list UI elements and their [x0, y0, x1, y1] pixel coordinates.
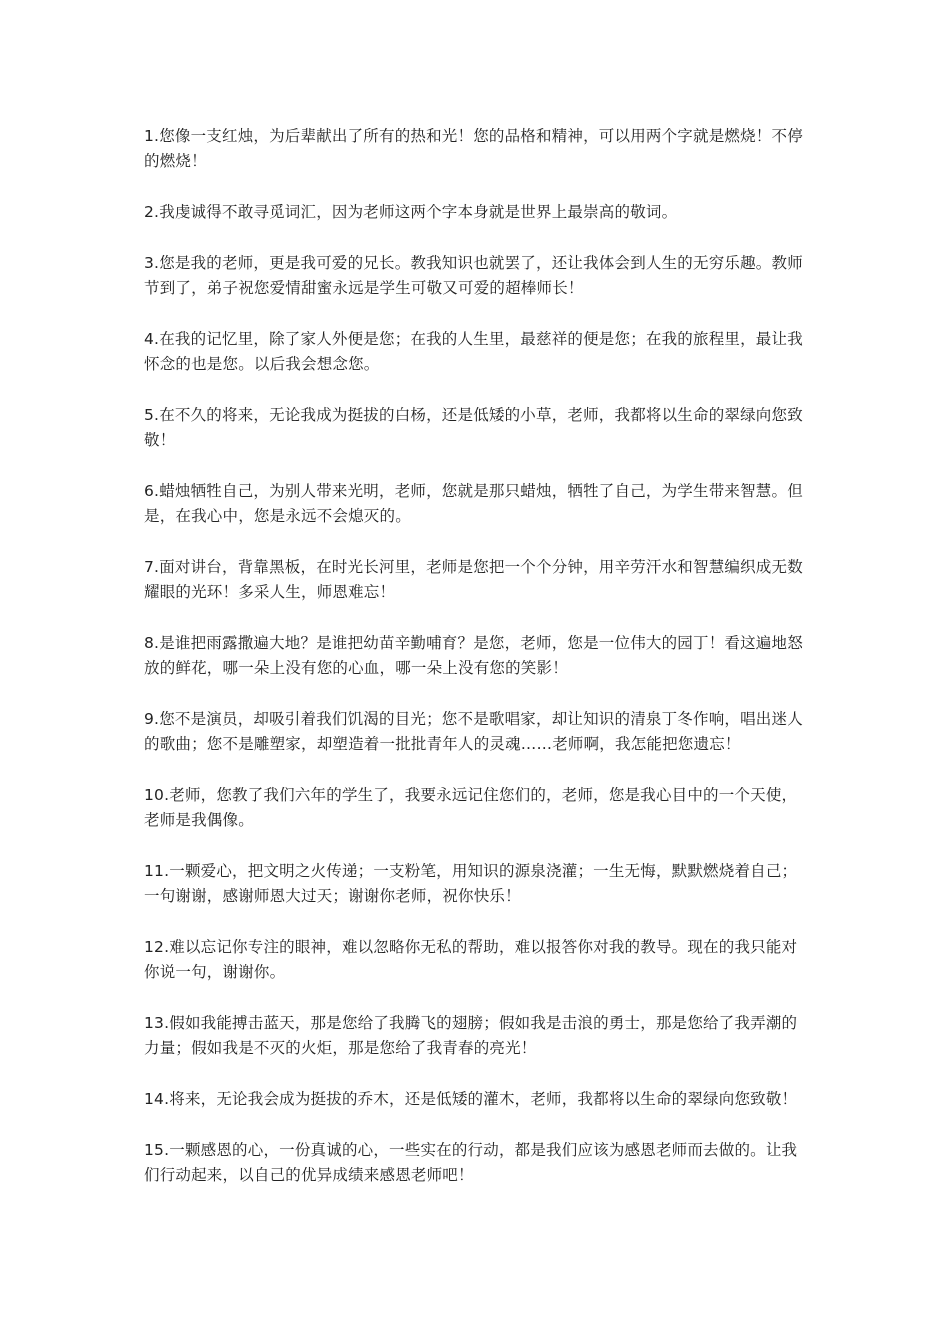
paragraph-2: 2.我虔诚得不敢寻觅词汇，因为老师这两个字本身就是世界上最崇高的敬词。	[144, 203, 678, 221]
paragraph-6: 6.蜡烛牺牲自己，为别人带来光明，老师，您就是那只蜡烛，牺牲了自己，为学生带来智慧。但是，在我心中，您是永远不会熄灭的。	[144, 482, 803, 525]
paragraph-11: 11.一颗爱心，把文明之火传递；一支粉笔，用知识的源泉浇灌；一生无悔，默默燃烧着自己；一句谢谢，感谢师恩大过天；谢谢你老师，祝你快乐！	[144, 862, 798, 905]
paragraph-8: 8.是谁把雨露撒遍大地？是谁把幼苗辛勤哺育？是您，老师，您是一位伟大的园丁！看这遍地怒放的鲜花，哪一朵上没有您的心血，哪一朵上没有您的笑影！	[144, 634, 803, 677]
document-body	[144, 124, 808, 1214]
paragraph-13: 13.假如我能搏击蓝天，那是您给了我腾飞的翅膀；假如我是击浪的勇士，那是您给了我弄潮的力量；假如我是不灭的火炬，那是您给了我青春的亮光！	[144, 1014, 798, 1057]
paragraph-5: 5.在不久的将来，无论我成为挺拔的白杨，还是低矮的小草，老师，我都将以生命的翠绿向您致敬！	[144, 406, 803, 449]
paragraph-12: 12.难以忘记你专注的眼神，难以忽略你无私的帮助，难以报答你对我的教导。现在的我只能对你说一句，谢谢你。	[144, 938, 798, 981]
paragraph-14: 14.将来，无论我会成为挺拔的乔木，还是低矮的灌木，老师，我都将以生命的翠绿向您致敬！	[144, 1090, 798, 1108]
paragraph-7: 7.面对讲台，背靠黑板，在时光长河里，老师是您把一个个分钟，用辛劳汗水和智慧编织成无数耀眼的光环！多采人生，师恩难忘！	[144, 558, 803, 601]
paragraph-10: 10.老师，您教了我们六年的学生了，我要永远记住您们的，老师，您是我心目中的一个天使，老师是我偶像。	[144, 786, 798, 829]
paragraph-1: 1.您像一支红烛，为后辈献出了所有的热和光！您的品格和精神，可以用两个字就是燃烧！不停的燃烧！	[144, 127, 803, 170]
paragraph-3: 3.您是我的老师，更是我可爱的兄长。教我知识也就罢了，还让我体会到人生的无穷乐趣。教师节到了，弟子祝您爱情甜蜜永远是学生可敬又可爱的超棒师长！	[144, 254, 803, 297]
paragraph-15: 15.一颗感恩的心，一份真诚的心，一些实在的行动，都是我们应该为感恩老师而去做的。让我们行动起来，以自己的优异成绩来感恩老师吧！	[144, 1141, 798, 1184]
paragraph-4: 4.在我的记忆里，除了家人外便是您；在我的人生里，最慈祥的便是您；在我的旅程里，最让我怀念的也是您。以后我会想念您。	[144, 330, 803, 373]
paragraph-9: 9.您不是演员，却吸引着我们饥渴的目光；您不是歌唱家，却让知识的清泉丁冬作响，唱出迷人的歌曲；您不是雕塑家，却塑造着一批批青年人的灵魂……老师啊，我怎能把您遗忘！	[144, 710, 803, 753]
